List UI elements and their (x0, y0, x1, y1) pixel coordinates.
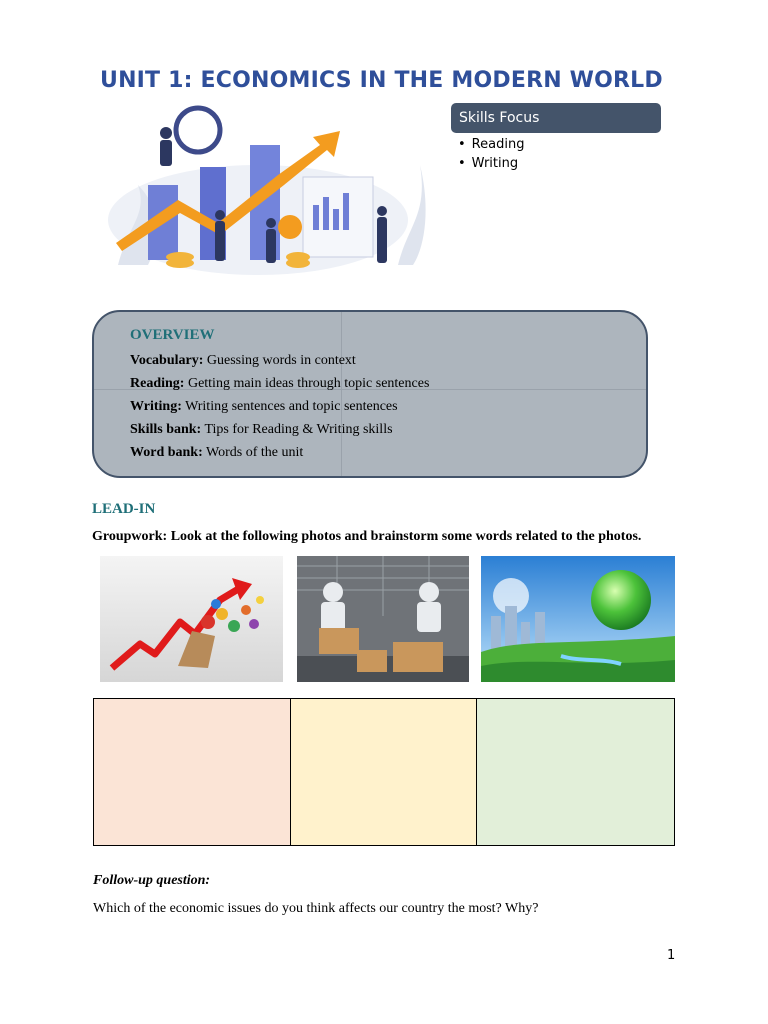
groupwork-instruction (92, 529, 641, 545)
brainstorm-cell-2[interactable] (291, 699, 477, 845)
unit-title: UNIT 1: ECONOMICS IN THE MODERN WORLD (100, 68, 663, 93)
robots-photo (297, 556, 469, 682)
skills-item-reading: • Reading (458, 135, 524, 154)
follow-up-question: Which of the economic issues do you think affects our country the most? Why? (93, 901, 539, 916)
overview-row-text: Writing sentences and topic sentences (181, 399, 398, 414)
overview-row-skills-bank (130, 422, 393, 438)
environment-photo (481, 556, 675, 682)
skills-focus-header: Skills Focus (451, 103, 661, 133)
overview-row-label: Writing: (130, 399, 182, 414)
overview-row-label: Vocabulary: (130, 353, 204, 368)
groupwork-text: Look at the following photos and brainstorm some words related to the photos. (167, 529, 642, 544)
lead-in-heading: LEAD-IN (92, 501, 156, 517)
inflation-photo (100, 556, 283, 682)
overview-row-text: Words of the unit (202, 445, 304, 460)
overview-row-text: Guessing words in context (203, 353, 356, 368)
overview-row-text: Tips for Reading & Writing skills (201, 422, 393, 437)
follow-up-label: Follow-up question: (93, 873, 211, 888)
panel-divider (341, 312, 342, 476)
overview-row-vocabulary (130, 353, 356, 369)
brainstorm-cell-1[interactable] (94, 699, 291, 845)
overview-row-text: Getting main ideas through topic sentences (184, 376, 430, 391)
brainstorm-table (93, 698, 675, 846)
overview-row-word-bank (130, 445, 303, 461)
overview-heading: OVERVIEW (130, 327, 215, 343)
overview-row-reading (130, 376, 429, 392)
overview-row-writing (130, 399, 398, 415)
skills-item-writing: • Writing (458, 154, 524, 173)
overview-row-label: Skills bank: (130, 422, 202, 437)
page-number: 1 (667, 948, 676, 963)
brainstorm-cell-3[interactable] (477, 699, 674, 845)
groupwork-label: Groupwork: (92, 529, 168, 544)
overview-row-label: Word bank: (130, 445, 203, 460)
economics-illustration (108, 105, 430, 275)
overview-row-label: Reading: (130, 376, 185, 391)
skills-focus-list (458, 135, 524, 173)
